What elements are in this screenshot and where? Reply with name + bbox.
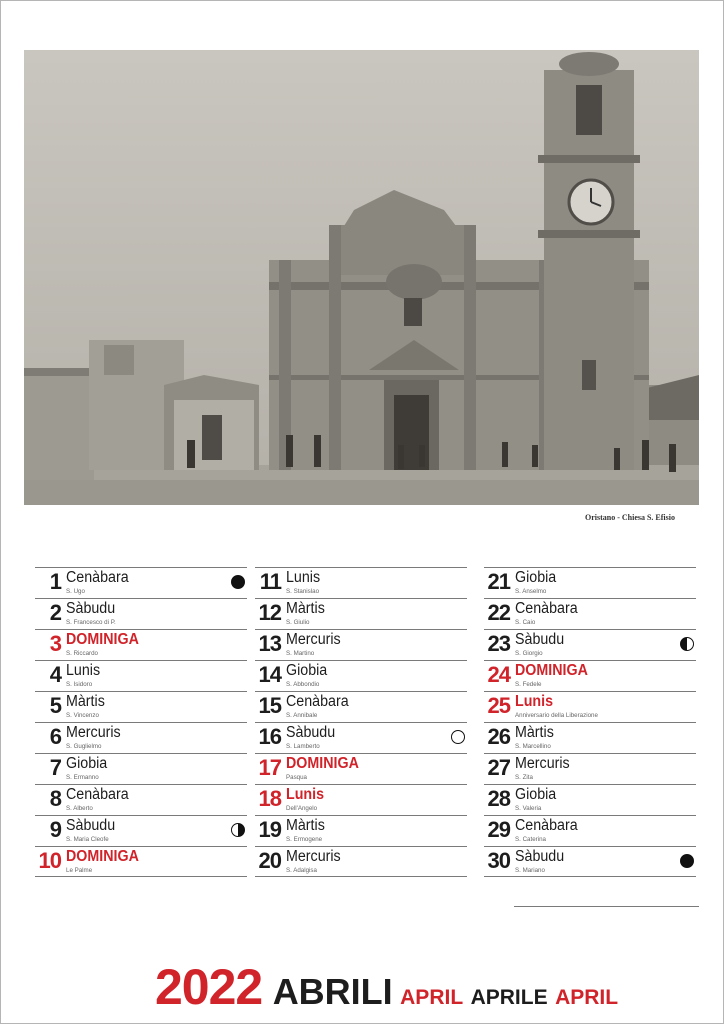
day-number: 25 bbox=[487, 693, 510, 718]
day-row bbox=[255, 629, 467, 660]
day-number: 12 bbox=[258, 600, 281, 625]
day-row bbox=[255, 598, 467, 629]
day-name: Cenàbara bbox=[286, 693, 349, 710]
saint-name: S. Abbondio bbox=[286, 681, 320, 688]
day-row bbox=[35, 784, 247, 815]
day-number: 24 bbox=[487, 662, 510, 687]
day-number: 16 bbox=[258, 724, 281, 749]
day-name: Sàbudu bbox=[66, 600, 116, 617]
saint-name: S. Isidoro bbox=[66, 681, 93, 688]
saint-name: S. Adalgisa bbox=[286, 867, 317, 874]
day-row bbox=[35, 660, 247, 691]
day-row bbox=[255, 660, 467, 691]
day-column bbox=[484, 567, 696, 877]
day-row bbox=[35, 691, 247, 722]
day-name: Giobia bbox=[515, 569, 557, 586]
day-name: Mercuris bbox=[66, 724, 121, 741]
day-name: Sàbudu bbox=[515, 848, 565, 865]
day-number: 4 bbox=[49, 662, 61, 687]
day-row bbox=[35, 567, 247, 598]
day-number: 8 bbox=[49, 786, 61, 811]
day-number: 2 bbox=[49, 600, 61, 625]
day-number: 11 bbox=[259, 569, 281, 594]
day-row bbox=[255, 846, 467, 877]
day-name: Lunis bbox=[66, 662, 101, 679]
day-row bbox=[255, 691, 467, 722]
day-name: Sàbudu bbox=[286, 724, 336, 741]
saint-name: S. Guglielmo bbox=[66, 743, 102, 750]
saint-name: S. Ermanno bbox=[66, 774, 99, 781]
day-number: 27 bbox=[487, 755, 510, 780]
day-row bbox=[255, 753, 467, 784]
day-name: DOMINIGA bbox=[515, 662, 588, 679]
day-row bbox=[484, 660, 696, 691]
day-name: Giobia bbox=[66, 755, 108, 772]
day-row bbox=[255, 784, 467, 815]
day-number: 14 bbox=[258, 662, 281, 687]
day-number: 21 bbox=[487, 569, 510, 594]
day-row bbox=[35, 722, 247, 753]
first-moon-icon bbox=[231, 823, 245, 837]
day-number: 15 bbox=[258, 693, 281, 718]
day-name: Cenàbara bbox=[66, 569, 129, 586]
day-column bbox=[35, 567, 247, 877]
day-row bbox=[255, 815, 467, 846]
saint-name: S. Zita bbox=[515, 774, 533, 781]
photo-caption: Oristano - Chiesa S. Efisio bbox=[584, 513, 675, 522]
day-name: Cenàbara bbox=[515, 600, 578, 617]
day-row bbox=[484, 598, 696, 629]
day-name: Sàbudu bbox=[515, 631, 565, 648]
saint-name: S. Francesco di P. bbox=[66, 619, 116, 626]
saint-name: S. Maria Cleofe bbox=[66, 836, 109, 843]
day-row bbox=[484, 753, 696, 784]
day-number: 29 bbox=[487, 817, 510, 842]
saint-name: S. Stanislao bbox=[286, 588, 320, 595]
day-name: Màrtis bbox=[286, 600, 325, 617]
day-row bbox=[35, 846, 247, 877]
saint-name: S. Vincenzo bbox=[66, 712, 99, 719]
church-photo bbox=[24, 50, 699, 505]
day-row bbox=[484, 846, 696, 877]
day-row bbox=[484, 784, 696, 815]
new-moon-icon bbox=[680, 854, 694, 868]
day-number: 6 bbox=[49, 724, 61, 749]
day-number: 7 bbox=[49, 755, 61, 780]
saint-name: S. Mariano bbox=[515, 867, 545, 874]
day-name: Lunis bbox=[515, 693, 554, 710]
saint-name: S. Marcellino bbox=[515, 743, 551, 750]
church-illustration bbox=[24, 50, 699, 505]
saint-name: S. Giulio bbox=[286, 619, 310, 626]
day-name: Giobia bbox=[515, 786, 557, 803]
saint-name: S. Giorgio bbox=[515, 650, 543, 657]
day-number: 20 bbox=[258, 848, 281, 873]
month-label-alt2: APRILE bbox=[470, 986, 548, 1009]
notes-line bbox=[514, 906, 699, 907]
day-number: 19 bbox=[258, 817, 281, 842]
day-number: 5 bbox=[49, 693, 61, 718]
day-row bbox=[484, 691, 696, 722]
day-name: Lunis bbox=[286, 569, 321, 586]
day-name: Cenàbara bbox=[515, 817, 578, 834]
day-name: Mercuris bbox=[286, 848, 341, 865]
day-row bbox=[35, 598, 247, 629]
saint-name: Le Palme bbox=[66, 867, 93, 874]
month-label-alt3: APRIL bbox=[555, 986, 619, 1009]
day-name: Sàbudu bbox=[66, 817, 116, 834]
day-number: 22 bbox=[487, 600, 510, 625]
day-name: Màrtis bbox=[66, 693, 105, 710]
day-name: Giobia bbox=[286, 662, 328, 679]
day-column bbox=[255, 567, 467, 877]
saint-name: S. Annibale bbox=[286, 712, 318, 719]
day-number: 23 bbox=[487, 631, 510, 656]
day-number: 26 bbox=[487, 724, 510, 749]
full-moon-icon bbox=[451, 730, 465, 744]
day-row bbox=[255, 567, 467, 598]
day-number: 17 bbox=[258, 755, 281, 780]
saint-name: S. Fedele bbox=[515, 681, 542, 688]
last-moon-icon bbox=[680, 637, 694, 651]
day-name: DOMINIGA bbox=[286, 755, 359, 772]
day-number: 30 bbox=[487, 848, 510, 873]
day-row bbox=[484, 567, 696, 598]
day-row bbox=[35, 629, 247, 660]
day-row bbox=[484, 815, 696, 846]
day-number: 1 bbox=[49, 569, 61, 594]
day-name: DOMINIGA bbox=[66, 631, 139, 648]
day-name: Màrtis bbox=[515, 724, 554, 741]
day-number: 18 bbox=[258, 786, 281, 811]
day-row bbox=[484, 629, 696, 660]
day-name: Mercuris bbox=[286, 631, 341, 648]
saint-name: S. Lamberto bbox=[286, 743, 320, 750]
new-moon-icon bbox=[231, 575, 245, 589]
month-label: ABRILI bbox=[272, 971, 393, 1012]
saint-name: Pasqua bbox=[286, 774, 307, 781]
day-name: Mercuris bbox=[515, 755, 570, 772]
saint-name: S. Ermogene bbox=[286, 836, 323, 843]
saint-name: S. Riccardo bbox=[66, 650, 98, 657]
day-name: Màrtis bbox=[286, 817, 325, 834]
day-row bbox=[35, 753, 247, 784]
saint-name: S. Caterina bbox=[515, 836, 546, 843]
day-name: DOMINIGA bbox=[66, 848, 139, 865]
day-name: Cenàbara bbox=[66, 786, 129, 803]
day-row bbox=[255, 722, 467, 753]
saint-name: S. Valeria bbox=[515, 805, 542, 812]
day-number: 13 bbox=[258, 631, 281, 656]
year-label: 2022 bbox=[155, 959, 263, 1015]
saint-name: S. Anselmo bbox=[515, 588, 547, 595]
saint-name: Dell'Angelo bbox=[286, 805, 318, 812]
day-number: 28 bbox=[487, 786, 510, 811]
saint-name: S. Martino bbox=[286, 650, 315, 657]
saint-name: S. Caio bbox=[515, 619, 536, 626]
calendar-title bbox=[155, 957, 618, 1017]
day-name: Lunis bbox=[286, 786, 325, 803]
day-row bbox=[484, 722, 696, 753]
day-number: 10 bbox=[38, 848, 61, 873]
day-number: 9 bbox=[49, 817, 61, 842]
month-label-alt1: APRIL bbox=[400, 986, 464, 1009]
saint-name: S. Alberto bbox=[66, 805, 93, 812]
day-number: 3 bbox=[49, 631, 61, 656]
saint-name: S. Ugo bbox=[66, 588, 85, 595]
day-row bbox=[35, 815, 247, 846]
saint-name: Anniversario della Liberazione bbox=[515, 712, 598, 719]
